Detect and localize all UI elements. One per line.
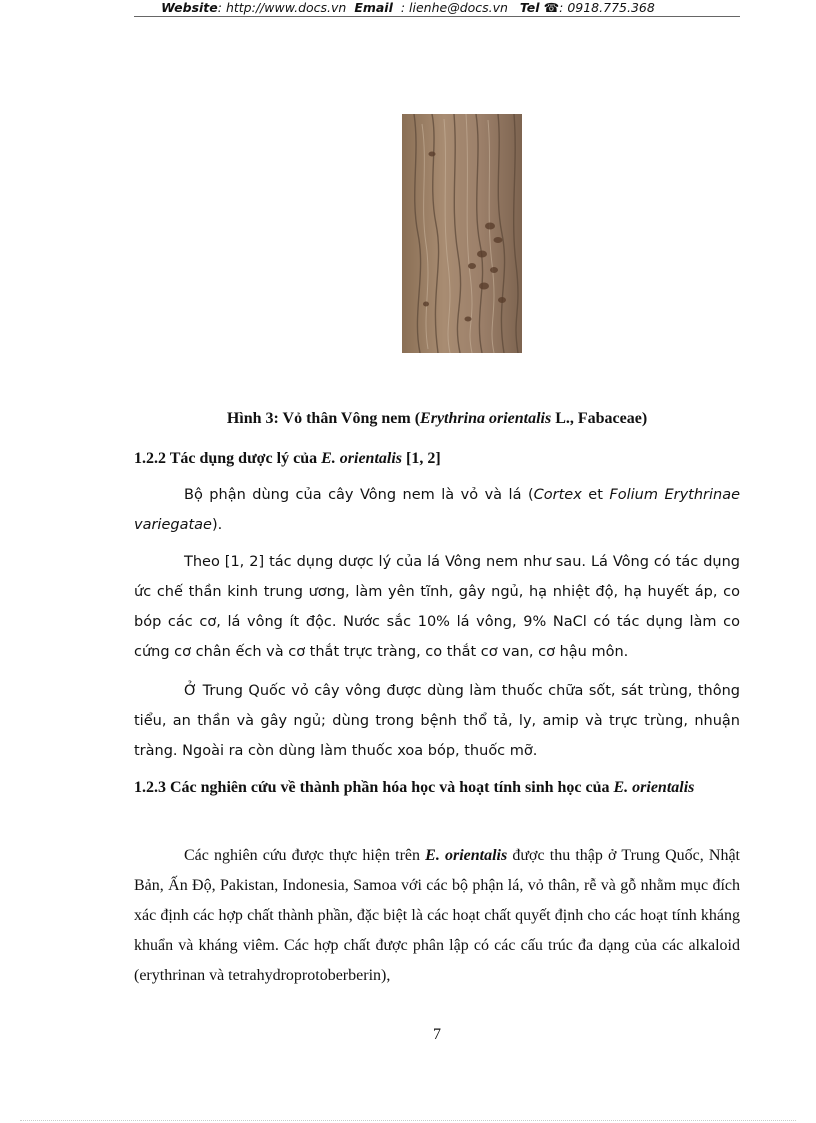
latin-term: Cortex bbox=[533, 487, 582, 503]
email-label: Email bbox=[354, 0, 393, 15]
text-run: được thu thập ở Trung Quốc, Nhật Bản, Ấn Độ, Pakistan, Indonesia, Samoa với các bộ phận lá, vỏ thân, rễ và gỗ nhằm mục đích xác định các hợp chất thành phần, đặc biệt là các hoạt chất quyết định cho các hoạt tính kháng khuẩn và kháng viêm. Các hợp chất được phân lập có các cấu trúc đa dạng của các alkaloid (erythrinan và tetrahydroprotoberberin), bbox=[134, 847, 740, 984]
website-value: : http://www.docs.vn bbox=[217, 0, 347, 15]
caption-species: Erythrina orientalis bbox=[420, 410, 552, 427]
species-name: E. orientalis bbox=[425, 847, 508, 864]
paragraph-china-usage: Ở Trung Quốc vỏ cây vông được dùng làm thuốc chữa sốt, sát trùng, thông tiểu, an thần và gây ngủ; dùng trong bệnh thổ tả, ly, amip và trực trùng, nhuận tràng. Ngoài ra còn dùng làm thuốc xoa bóp, thuốc mỡ. bbox=[134, 683, 740, 759]
heading-suffix: [1, 2] bbox=[402, 450, 441, 467]
tel-label: Tel bbox=[519, 0, 540, 15]
heading-text: 1.2.2 Tác dụng dược lý của bbox=[134, 450, 322, 467]
website-label: Website bbox=[161, 0, 218, 15]
bark-photo bbox=[402, 114, 522, 353]
figure-caption bbox=[134, 408, 740, 430]
caption-suffix: L., Fabaceae) bbox=[551, 410, 648, 427]
text-run: ). bbox=[211, 517, 223, 533]
heading-species: E. orientalis bbox=[321, 450, 402, 467]
page-header bbox=[0, 0, 816, 16]
section-heading-1-2-3 bbox=[134, 773, 740, 803]
paragraph-pharmacology: Theo [1, 2] tác dụng dược lý của lá Vông nem như sau. Lá Vông có tác dụng ức chế thần kinh trung ương, làm yên tĩnh, gây ngủ, hạ nhiệt độ, hạ huyết áp, co bóp các cơ, lá vông ít độc. Nước sắc 10% lá vông, 9% NaCl có tác dụng làm co cứng cơ chân ếch và cơ thắt trực tràng, co thắt cơ van, cơ hậu môn. bbox=[134, 554, 740, 660]
phone-icon: ☎ bbox=[543, 0, 560, 15]
page-number: 7 bbox=[433, 1026, 441, 1043]
header-divider bbox=[134, 16, 740, 17]
section-heading-1-2-2 bbox=[134, 444, 740, 474]
paragraph-research bbox=[134, 841, 740, 991]
text-run: et bbox=[581, 487, 610, 503]
email-value: : lienhe@docs.vn bbox=[400, 0, 508, 15]
heading-species: E. orientalis bbox=[613, 779, 695, 796]
text-run: Bộ phận dùng của cây Vông nem là vỏ và lá ( bbox=[184, 487, 534, 503]
paragraph-plant-parts bbox=[134, 480, 740, 540]
heading-text: 1.2.3 Các nghiên cứu về thành phần hóa học và hoạt tính sinh học của bbox=[134, 779, 614, 796]
text-run: Các nghiên cứu được thực hiện trên bbox=[184, 847, 426, 864]
caption-text: Hình 3: Vỏ thân Vông nem ( bbox=[226, 410, 421, 427]
tel-value: : 0918.775.368 bbox=[559, 0, 655, 15]
page-bottom-border bbox=[20, 1120, 796, 1121]
latin-term: Folium Erythrinae variegatae bbox=[134, 487, 741, 533]
